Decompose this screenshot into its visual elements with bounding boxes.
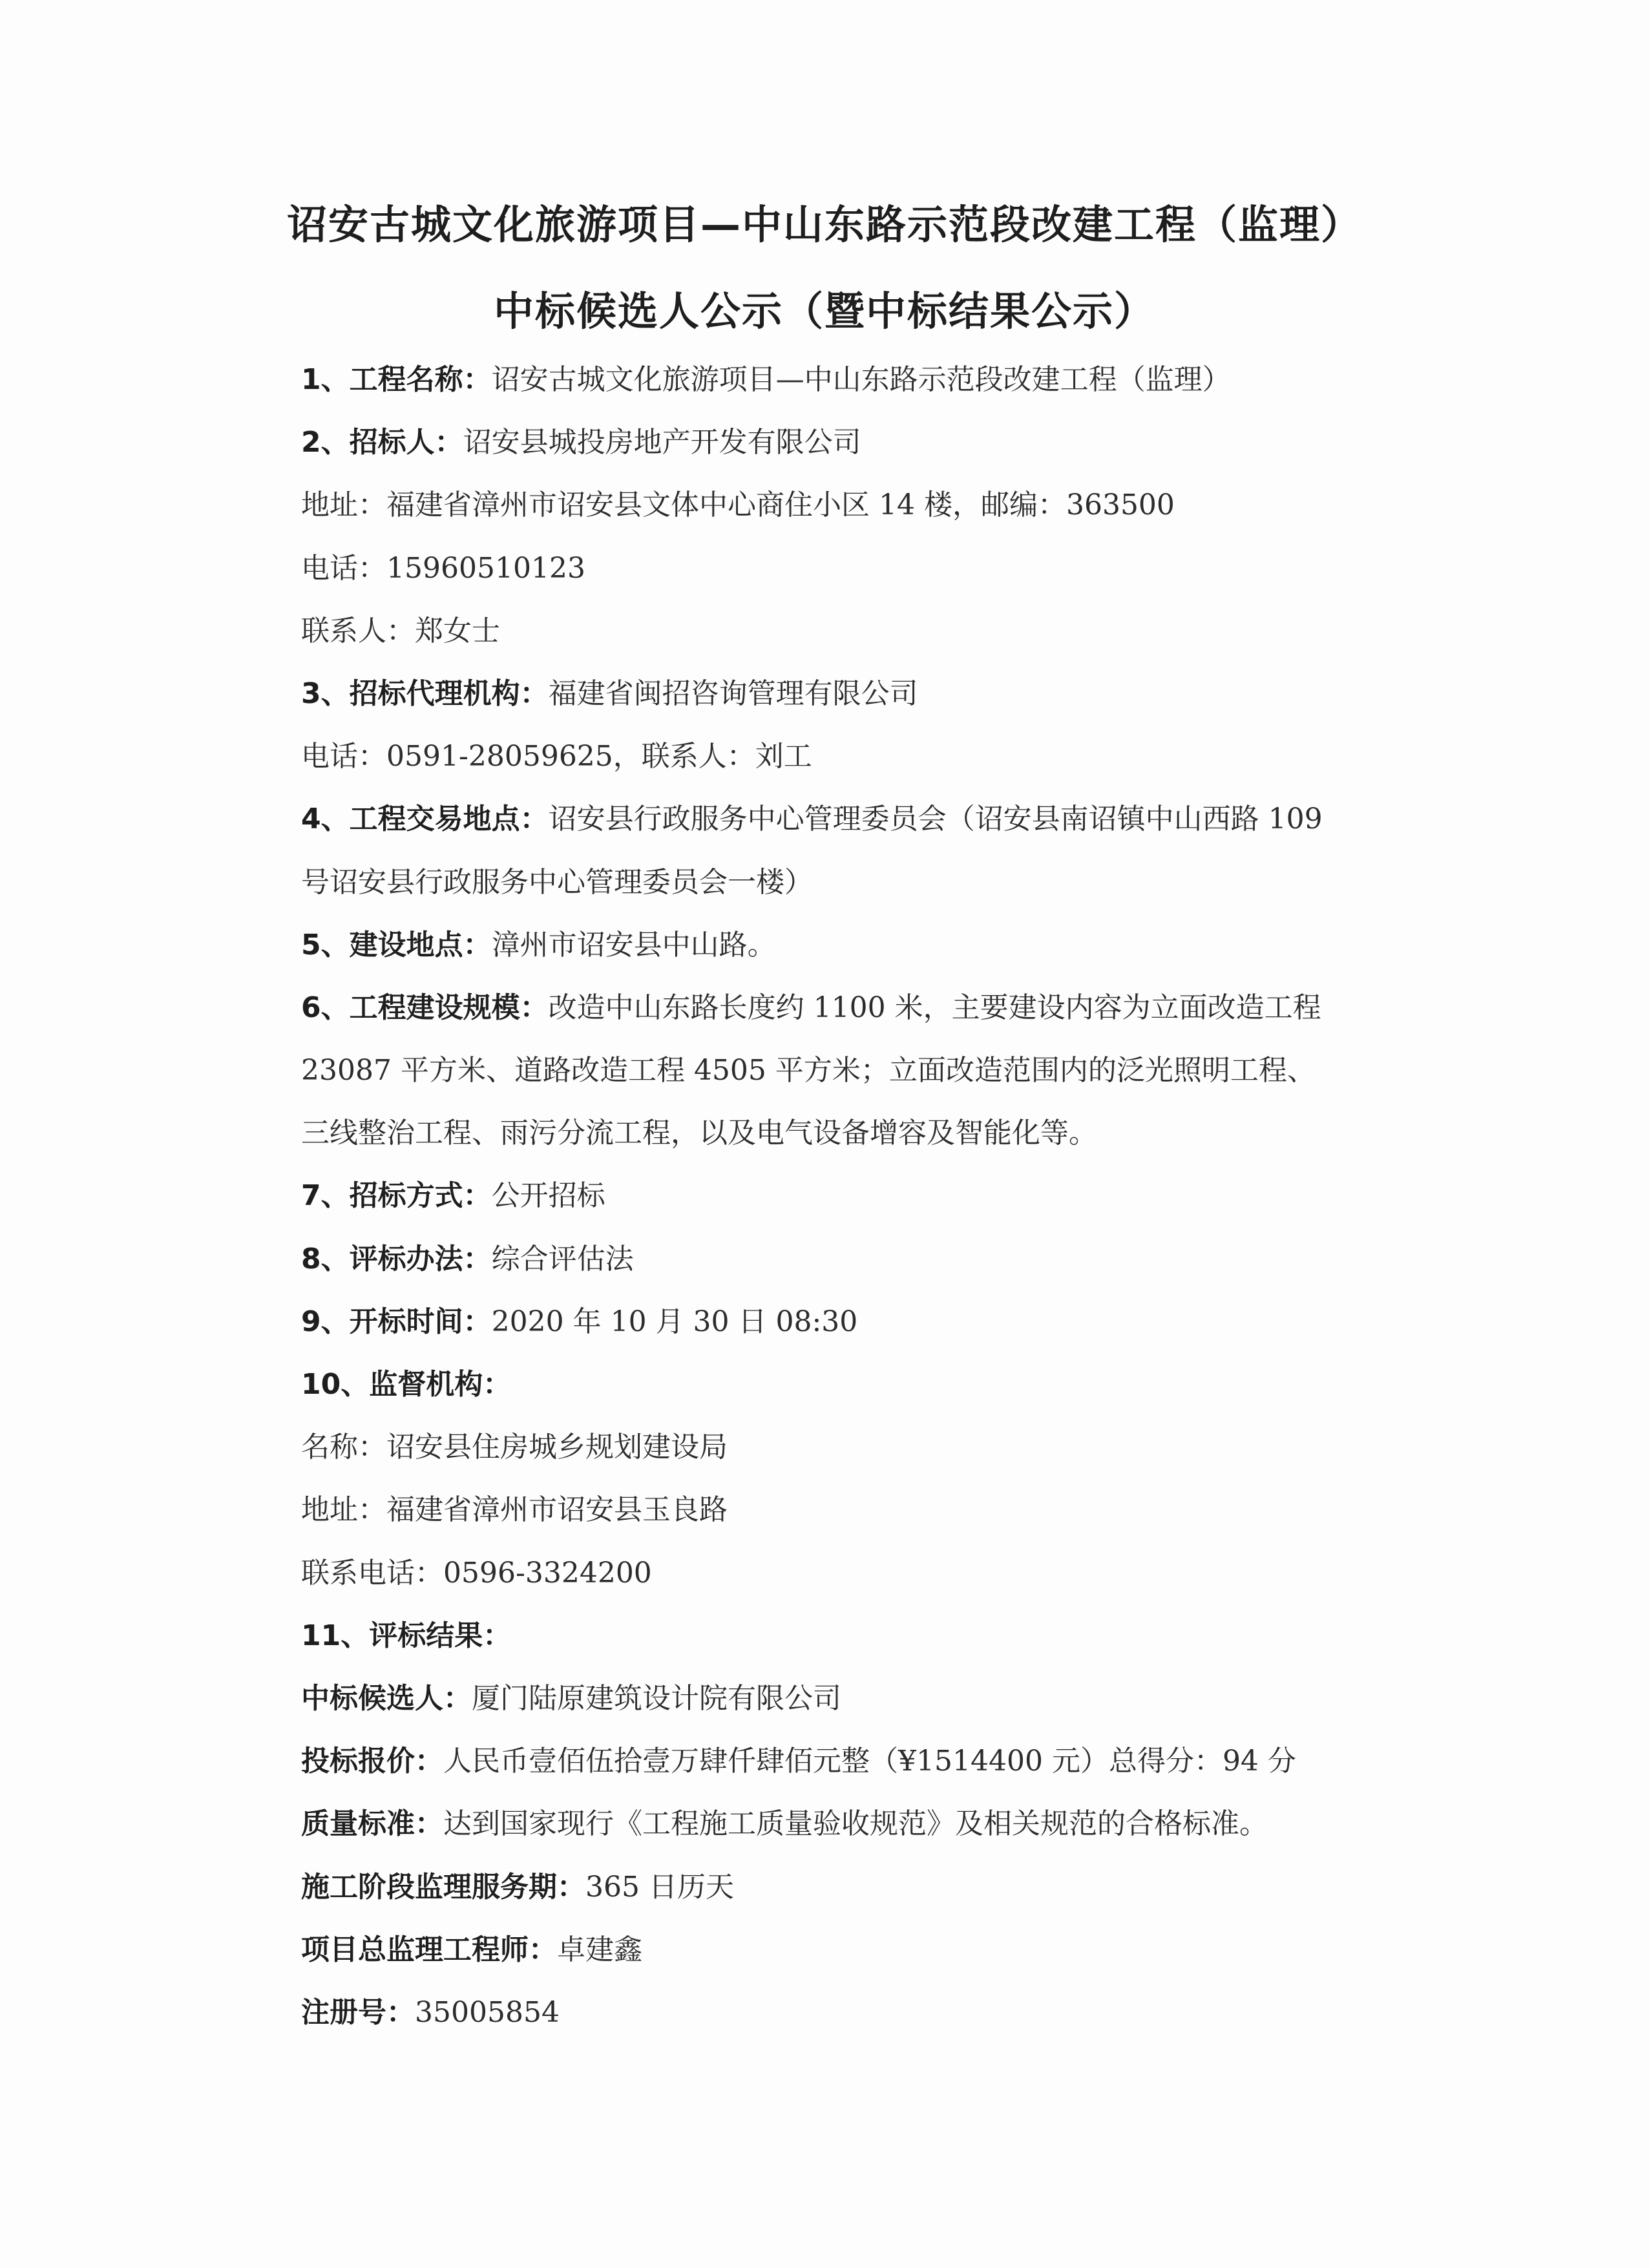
document-line: [301, 1363, 1413, 1426]
line-value: 电话：15960510123: [301, 551, 585, 585]
line-label: 7、招标方式：: [301, 1179, 492, 1213]
line-value: 35005854: [415, 1995, 560, 2029]
document-line: [301, 1615, 1413, 1677]
line-value: 公开招标: [491, 1179, 605, 1213]
line-value: 综合评估法: [491, 1242, 634, 1276]
line-value: 名称：诏安县住房城乡规划建设局: [301, 1431, 728, 1464]
document-line: [301, 421, 1413, 484]
document-title-line-1: 诏安古城文化旅游项目—中山东路示范段改建工程（监理）: [286, 201, 1362, 248]
line-value: 三线整治工程、雨污分流工程，以及电气设备增容及智能化等。: [301, 1117, 1097, 1150]
document-line: [301, 1175, 1413, 1237]
document-line: [301, 1049, 1413, 1112]
document-line: [301, 1301, 1413, 1363]
line-label: 8、评标办法：: [301, 1242, 492, 1276]
line-value: 地址：福建省漳州市诏安县文体中心商住小区 14 楼，邮编：363500: [301, 488, 1175, 522]
line-value: 人民币壹佰伍拾壹万肆仟肆佰元整（¥1514400 元）总得分：94 分: [443, 1745, 1296, 1778]
line-label: 中标候选人：: [301, 1681, 472, 1715]
line-value: 达到国家现行《工程施工质量验收规范》及相关规范的合格标准。: [443, 1807, 1268, 1841]
document-line: [301, 987, 1413, 1049]
document-line: [301, 1991, 1413, 2054]
line-value: 365 日历天: [585, 1870, 734, 1904]
document-line: [301, 1929, 1413, 1991]
line-value: 厦门陆原建筑设计院有限公司: [472, 1681, 841, 1715]
line-label: 5、建设地点：: [301, 928, 492, 961]
line-value: 号诏安县行政服务中心管理委员会一楼）: [301, 865, 813, 899]
line-label: 6、工程建设规模：: [301, 991, 549, 1024]
document-line: [301, 1740, 1413, 1803]
line-label: 2、招标人：: [301, 426, 463, 459]
line-value: 卓建鑫: [557, 1933, 642, 1966]
document-line: [301, 673, 1413, 735]
document-line: [301, 1803, 1413, 1865]
line-label: 9、开标时间：: [301, 1305, 492, 1338]
line-value: 电话：0591-28059625，联系人：刘工: [301, 740, 812, 773]
line-label: 4、工程交易地点：: [301, 803, 549, 836]
line-value: 漳州市诏安县中山路。: [491, 928, 776, 961]
line-value: 联系人：郑女士: [301, 614, 500, 647]
line-label: 投标报价：: [301, 1745, 443, 1778]
line-label: 施工阶段监理服务期：: [301, 1870, 585, 1904]
document-line: [301, 1677, 1413, 1740]
document-line: [301, 547, 1413, 610]
line-value: 诏安县行政服务中心管理委员会（诏安县南诏镇中山西路 109: [548, 803, 1323, 836]
line-label: 质量标准：: [301, 1807, 443, 1841]
line-value: 2020 年 10 月 30 日 08:30: [491, 1305, 858, 1338]
document-line: [301, 1238, 1413, 1301]
document-line: [301, 735, 1413, 798]
line-value: 地址：福建省漳州市诏安县玉良路: [301, 1493, 728, 1527]
line-label: 项目总监理工程师：: [301, 1933, 557, 1966]
line-value: 诏安古城文化旅游项目—中山东路示范段改建工程（监理）: [491, 363, 1231, 396]
document-body: [301, 359, 1413, 2054]
document-line: [301, 1552, 1413, 1615]
line-value: 诏安县城投房地产开发有限公司: [463, 426, 861, 459]
line-label: 11、评标结果：: [301, 1619, 512, 1652]
document-line: [301, 1112, 1413, 1175]
document-title-line-2: 中标候选人公示（暨中标结果公示）: [493, 288, 1155, 335]
line-label: 1、工程名称：: [301, 363, 492, 396]
document-line: [301, 798, 1413, 861]
document-line: [301, 1426, 1413, 1489]
document-line: [301, 924, 1413, 987]
document-line: [301, 359, 1413, 421]
document-line: [301, 484, 1413, 547]
line-label: 3、招标代理机构：: [301, 677, 549, 710]
document-line: [301, 610, 1413, 673]
document-line: [301, 1866, 1413, 1929]
line-label: 注册号：: [301, 1995, 415, 2029]
line-value: 联系电话：0596-3324200: [301, 1556, 652, 1590]
line-value: 23087 平方米、道路改造工程 4505 平方米；立面改造范围内的泛光照明工程、: [301, 1054, 1316, 1087]
line-value: 福建省闽招咨询管理有限公司: [548, 677, 918, 710]
document-line: [301, 861, 1413, 924]
line-label: 10、监督机构：: [301, 1368, 512, 1401]
line-value: 改造中山东路长度约 1100 米，主要建设内容为立面改造工程: [548, 991, 1321, 1024]
document-line: [301, 1489, 1413, 1551]
